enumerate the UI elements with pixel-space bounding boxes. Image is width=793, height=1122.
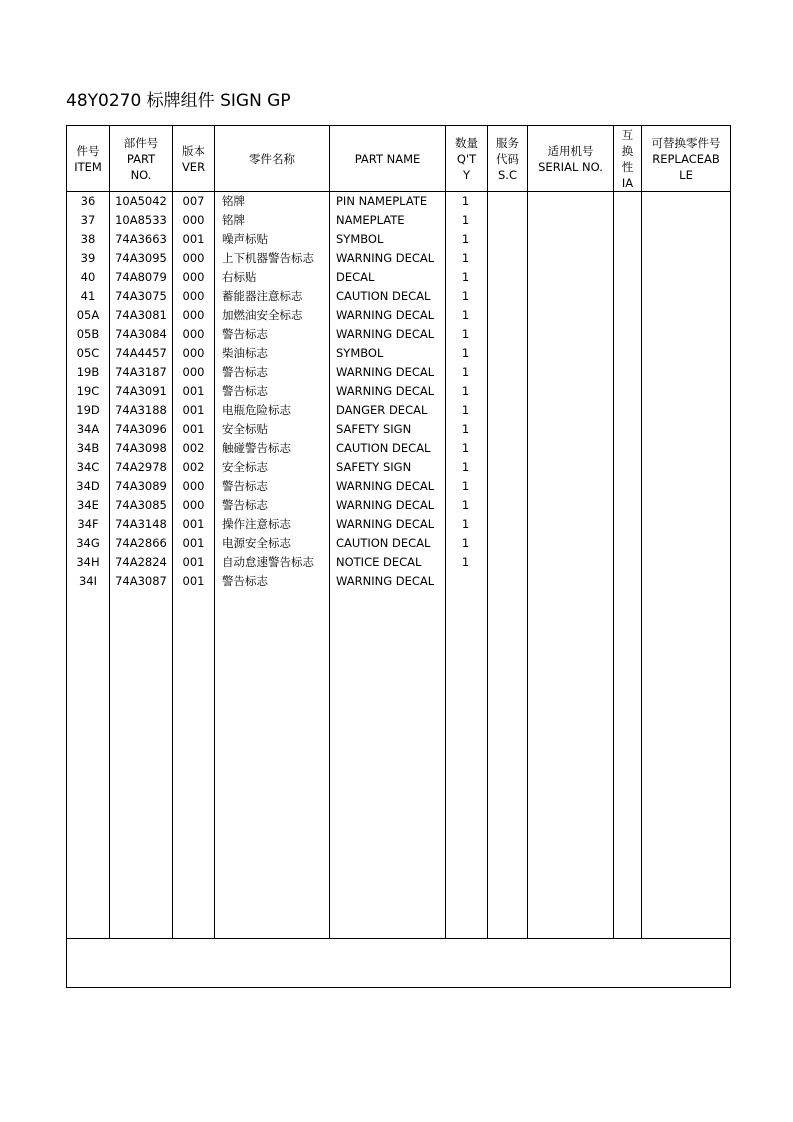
row-part-no: 10A8533 bbox=[115, 213, 167, 227]
row-cn-name: 自动怠速警告标志 bbox=[222, 555, 314, 569]
row-item: 38 bbox=[80, 232, 96, 246]
row-item: 36 bbox=[80, 194, 96, 208]
row-qty: 1 bbox=[461, 346, 470, 360]
row-part-name: WARNING DECAL bbox=[336, 327, 435, 341]
header-part-name: PART NAME bbox=[354, 151, 421, 166]
row-cn-name: 加燃油安全标志 bbox=[222, 308, 303, 322]
row-cn-name: 警告标志 bbox=[222, 327, 268, 341]
table-row bbox=[67, 496, 730, 515]
row-qty: 1 bbox=[461, 517, 470, 531]
row-part-no: 74A8079 bbox=[115, 270, 167, 284]
row-qty: 1 bbox=[461, 422, 470, 436]
table-row bbox=[67, 325, 730, 344]
row-part-name: WARNING DECAL bbox=[336, 384, 435, 398]
row-part-no: 74A3085 bbox=[115, 498, 167, 512]
row-item: 34E bbox=[77, 498, 99, 512]
table-row bbox=[67, 420, 730, 439]
row-cn-name: 上下机器警告标志 bbox=[222, 251, 314, 265]
row-qty: 1 bbox=[461, 536, 470, 550]
row-qty: 1 bbox=[461, 498, 470, 512]
row-part-name: NAMEPLATE bbox=[336, 213, 405, 227]
table-row bbox=[67, 287, 730, 306]
row-ver: 000 bbox=[182, 289, 205, 303]
row-cn-name: 警告标志 bbox=[222, 498, 268, 512]
table-row bbox=[67, 458, 730, 477]
row-part-no: 74A2978 bbox=[115, 460, 167, 474]
row-ver: 000 bbox=[182, 251, 205, 265]
row-ver: 001 bbox=[182, 232, 205, 246]
header-qty: 数量 Q'T Y bbox=[455, 135, 478, 182]
parts-table bbox=[66, 125, 731, 988]
table-row bbox=[67, 268, 730, 287]
row-ver: 000 bbox=[182, 365, 205, 379]
table-row bbox=[67, 439, 730, 458]
row-part-name: CAUTION DECAL bbox=[336, 441, 431, 455]
row-qty: 1 bbox=[461, 460, 470, 474]
row-cn-name: 触碰警告标志 bbox=[222, 441, 291, 455]
row-part-no: 74A3091 bbox=[115, 384, 167, 398]
row-part-name: DECAL bbox=[336, 270, 375, 284]
row-ver: 001 bbox=[182, 536, 205, 550]
header-cn-name: 零件名称 bbox=[249, 151, 295, 166]
row-part-name: NOTICE DECAL bbox=[336, 555, 422, 569]
row-ver: 000 bbox=[182, 308, 205, 322]
row-part-name: WARNING DECAL bbox=[336, 251, 435, 265]
row-part-no: 74A3148 bbox=[115, 517, 167, 531]
header-item: 件号 ITEM bbox=[74, 143, 102, 174]
row-part-name: SAFETY SIGN bbox=[336, 422, 412, 436]
row-part-no: 74A3663 bbox=[115, 232, 167, 246]
row-qty: 1 bbox=[461, 213, 470, 227]
row-part-name: WARNING DECAL bbox=[336, 308, 435, 322]
row-cn-name: 铭牌 bbox=[222, 194, 245, 208]
footer-divider bbox=[67, 938, 730, 939]
row-cn-name: 操作注意标志 bbox=[222, 517, 291, 531]
header-ver: 版本 VER bbox=[181, 143, 206, 174]
row-ver: 000 bbox=[182, 327, 205, 341]
row-qty bbox=[445, 572, 486, 591]
row-qty: 1 bbox=[461, 251, 470, 265]
table-row bbox=[67, 515, 730, 534]
table-row bbox=[67, 382, 730, 401]
row-part-name: CAUTION DECAL bbox=[336, 536, 431, 550]
row-item: 34A bbox=[76, 422, 100, 436]
table-row bbox=[67, 306, 730, 325]
table-row bbox=[67, 344, 730, 363]
row-part-name: WARNING DECAL bbox=[336, 517, 435, 531]
row-qty: 1 bbox=[461, 308, 470, 322]
header-sc: 服务 代码 S.C bbox=[496, 135, 519, 182]
row-part-no: 74A3081 bbox=[115, 308, 167, 322]
row-qty: 1 bbox=[461, 327, 470, 341]
row-ver: 000 bbox=[182, 498, 205, 512]
row-cn-name: 蓄能器注意标志 bbox=[222, 289, 303, 303]
row-item: 19B bbox=[76, 365, 100, 379]
row-ver: 001 bbox=[182, 403, 205, 417]
row-part-no: 74A3187 bbox=[115, 365, 167, 379]
row-item: 34G bbox=[76, 536, 100, 550]
row-item: 34F bbox=[77, 517, 99, 531]
table-row bbox=[67, 477, 730, 496]
row-item: 34C bbox=[76, 460, 100, 474]
table-row bbox=[67, 363, 730, 382]
row-item: 34D bbox=[76, 479, 100, 493]
row-ver: 002 bbox=[182, 441, 205, 455]
row-qty: 1 bbox=[461, 365, 470, 379]
row-item: 19D bbox=[76, 403, 100, 417]
row-part-name: WARNING DECAL bbox=[336, 365, 435, 379]
row-part-no: 74A3087 bbox=[115, 574, 167, 588]
row-cn-name: 安全标志 bbox=[222, 460, 268, 474]
row-part-name: PIN NAMEPLATE bbox=[336, 194, 428, 208]
row-ver: 002 bbox=[182, 460, 205, 474]
row-part-name: SYMBOL bbox=[336, 232, 384, 246]
row-qty: 1 bbox=[461, 270, 470, 284]
table-row bbox=[67, 249, 730, 268]
row-part-name: DANGER DECAL bbox=[336, 403, 428, 417]
table-row bbox=[67, 534, 730, 553]
header-ia: 互 换 性 IA bbox=[621, 127, 634, 190]
row-part-no: 74A3098 bbox=[115, 441, 167, 455]
row-part-name: SAFETY SIGN bbox=[336, 460, 412, 474]
page-title: 48Y0270 标牌组件 SIGN GP bbox=[66, 91, 291, 111]
row-cn-name: 噪声标贴 bbox=[222, 232, 268, 246]
table-row bbox=[67, 572, 730, 591]
row-item: 34H bbox=[76, 555, 100, 569]
row-item: 05C bbox=[76, 346, 100, 360]
row-part-name: WARNING DECAL bbox=[336, 479, 435, 493]
row-part-name: SYMBOL bbox=[336, 346, 384, 360]
row-cn-name: 电瓶危险标志 bbox=[222, 403, 291, 417]
row-ver: 007 bbox=[182, 194, 205, 208]
row-part-no: 74A3075 bbox=[115, 289, 167, 303]
row-qty: 1 bbox=[461, 384, 470, 398]
row-item: 05B bbox=[76, 327, 100, 341]
row-qty: 1 bbox=[461, 232, 470, 246]
row-part-no: 74A3188 bbox=[115, 403, 167, 417]
row-ver: 001 bbox=[182, 517, 205, 531]
row-cn-name: 警告标志 bbox=[222, 574, 268, 588]
row-cn-name: 电源安全标志 bbox=[222, 536, 291, 550]
row-part-name: WARNING DECAL bbox=[336, 574, 435, 588]
row-ver: 000 bbox=[182, 213, 205, 227]
row-part-no: 10A5042 bbox=[115, 194, 167, 208]
row-ver: 001 bbox=[182, 555, 205, 569]
row-cn-name: 铭牌 bbox=[222, 213, 245, 227]
row-part-no: 74A4457 bbox=[115, 346, 167, 360]
row-part-name: WARNING DECAL bbox=[336, 498, 435, 512]
row-qty: 1 bbox=[461, 194, 470, 208]
row-cn-name: 右标贴 bbox=[222, 270, 257, 284]
row-qty: 1 bbox=[461, 479, 470, 493]
row-part-no: 74A3089 bbox=[115, 479, 167, 493]
row-cn-name: 警告标志 bbox=[222, 479, 268, 493]
row-qty: 1 bbox=[461, 403, 470, 417]
row-qty: 1 bbox=[461, 555, 470, 569]
row-item: 41 bbox=[80, 289, 96, 303]
header-replace: 可替换零件号 REPLACEAB LE bbox=[651, 135, 721, 182]
table-row bbox=[67, 401, 730, 420]
row-ver: 001 bbox=[182, 422, 205, 436]
row-cn-name: 警告标志 bbox=[222, 365, 268, 379]
row-part-name: CAUTION DECAL bbox=[336, 289, 431, 303]
row-qty: 1 bbox=[461, 441, 470, 455]
table-row bbox=[67, 553, 730, 572]
row-part-no: 74A2824 bbox=[115, 555, 167, 569]
row-part-no: 74A2866 bbox=[115, 536, 167, 550]
row-cn-name: 安全标贴 bbox=[222, 422, 268, 436]
row-ver: 001 bbox=[182, 574, 205, 588]
header-part-no: 部件号 PART NO. bbox=[123, 135, 159, 182]
row-item: 19C bbox=[76, 384, 100, 398]
row-item: 39 bbox=[80, 251, 96, 265]
row-cn-name: 警告标志 bbox=[222, 384, 268, 398]
row-ver: 001 bbox=[182, 384, 205, 398]
row-ver: 000 bbox=[182, 270, 205, 284]
row-cn-name: 柴油标志 bbox=[222, 346, 268, 360]
row-item: 05A bbox=[76, 308, 100, 322]
row-item: 37 bbox=[80, 213, 96, 227]
row-item: 40 bbox=[80, 270, 96, 284]
row-ver: 000 bbox=[182, 479, 205, 493]
table-row bbox=[67, 192, 730, 211]
row-part-no: 74A3096 bbox=[115, 422, 167, 436]
row-item: 34B bbox=[76, 441, 100, 455]
table-row bbox=[67, 230, 730, 249]
row-item: 34I bbox=[78, 574, 98, 588]
row-qty: 1 bbox=[461, 289, 470, 303]
table-row bbox=[67, 211, 730, 230]
row-part-no: 74A3095 bbox=[115, 251, 167, 265]
header-serial: 适用机号 SERIAL NO. bbox=[538, 143, 603, 174]
row-part-no: 74A3084 bbox=[115, 327, 167, 341]
row-ver: 000 bbox=[182, 346, 205, 360]
